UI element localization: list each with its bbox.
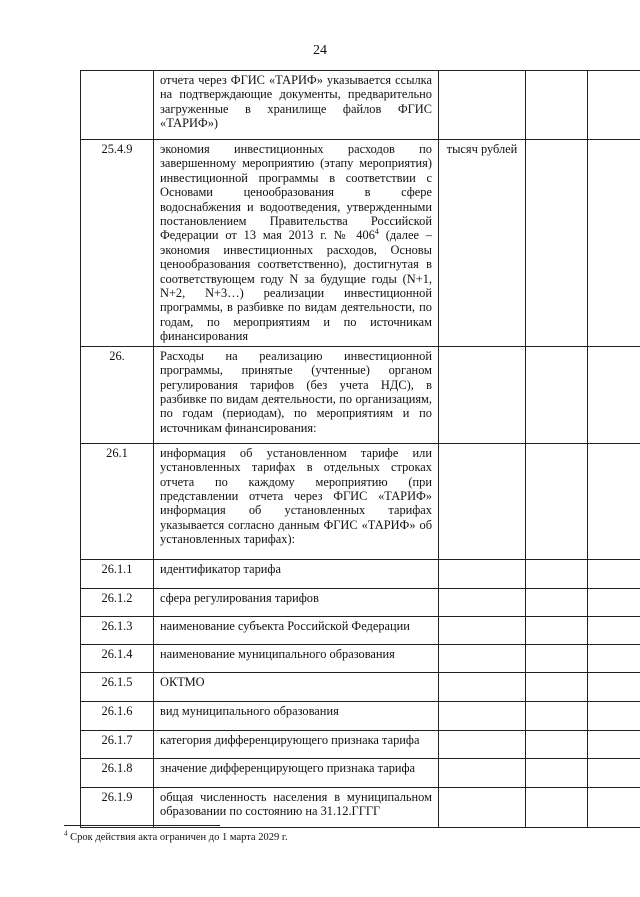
table-row (81, 588, 640, 616)
row-number (81, 71, 154, 140)
value-cell (526, 346, 588, 443)
row-text: общая численность населения в муниципальном образовании по состоянию на 31.12.ГГГГ (154, 787, 439, 827)
row-unit (439, 71, 526, 140)
table-row (81, 346, 640, 443)
table-row (81, 672, 640, 701)
row-number: 26. (81, 346, 154, 443)
row-unit (439, 616, 526, 644)
row-number: 25.4.9 (81, 140, 154, 347)
footnote (64, 829, 288, 843)
row-unit (439, 730, 526, 758)
row-unit (439, 787, 526, 827)
row-text: Расходы на реализацию инвестиционной программы, принятые (учтенные) органом регулирования тарифов (без учета НДС), в разбивке по видам деятельности, по организациям, по годам (периодам), по мероприятиям и по источникам финансирования: (154, 346, 439, 443)
value-cell (588, 71, 640, 140)
value-cell (588, 701, 640, 730)
value-cell (588, 616, 640, 644)
row-number: 26.1.8 (81, 758, 154, 787)
row-text: категория дифференцирующего признака тарифа (154, 730, 439, 758)
page-number: 24 (313, 43, 327, 58)
row-text: наименование муниципального образования (154, 644, 439, 672)
row-unit (439, 346, 526, 443)
footnote-reference: 4 (374, 227, 379, 237)
table-row (81, 701, 640, 730)
value-cell (588, 588, 640, 616)
value-cell (526, 644, 588, 672)
value-cell (526, 443, 588, 559)
value-cell (526, 758, 588, 787)
value-cell (588, 787, 640, 827)
value-cell (588, 559, 640, 588)
table-row (81, 730, 640, 758)
value-cell (588, 672, 640, 701)
row-number: 26.1.7 (81, 730, 154, 758)
table-row (81, 71, 640, 140)
row-number: 26.1.9 (81, 787, 154, 827)
row-number: 26.1.3 (81, 616, 154, 644)
row-text-part: экономия инвестиционных расходов по завершенному мероприятию (этапу мероприятия) инвестиционной программы в соответствии с Основами ценообразования в сфере водоснабжения и водоотведения, утвержденными постановлением Правительства Российской Федерации от 13 мая 2013 г. № 406 (160, 142, 432, 243)
value-cell (588, 140, 640, 347)
value-cell (526, 672, 588, 701)
footnote-marker: 4 (64, 829, 68, 838)
row-unit (439, 758, 526, 787)
value-cell (588, 644, 640, 672)
value-cell (526, 559, 588, 588)
row-text (154, 140, 439, 347)
row-text: идентификатор тарифа (154, 559, 439, 588)
value-cell (526, 616, 588, 644)
table-row (81, 644, 640, 672)
row-number: 26.1.6 (81, 701, 154, 730)
row-unit (439, 443, 526, 559)
row-unit (439, 588, 526, 616)
row-text: наименование субъекта Российской Федерации (154, 616, 439, 644)
value-cell (526, 730, 588, 758)
document-table (80, 70, 640, 828)
row-number: 26.1.1 (81, 559, 154, 588)
footnote-divider (64, 825, 220, 826)
row-unit: тысяч рублей (439, 140, 526, 347)
row-number: 26.1.5 (81, 672, 154, 701)
table-row (81, 787, 640, 827)
row-text: сфера регулирования тарифов (154, 588, 439, 616)
row-unit (439, 701, 526, 730)
row-unit (439, 672, 526, 701)
row-unit (439, 559, 526, 588)
value-cell (526, 140, 588, 347)
table-row (81, 758, 640, 787)
row-text: ОКТМО (154, 672, 439, 701)
value-cell (526, 787, 588, 827)
value-cell (588, 758, 640, 787)
row-text: вид муниципального образования (154, 701, 439, 730)
table-row (81, 443, 640, 559)
footnote-text: Срок действия акта ограничен до 1 марта 2029 г. (67, 832, 288, 843)
value-cell (588, 443, 640, 559)
value-cell (526, 701, 588, 730)
row-text-part: (далее – экономия инвестиционных расходов, Основы ценообразования соответственно), достигнутая в соответствующем году N за будущие годы (N+1, N+2, N+3…) реализации инвестиционной программы, в разбивке по видам деятельности, по годам, по мероприятиям и по источникам финансирования (160, 228, 432, 344)
value-cell (526, 588, 588, 616)
row-number: 26.1 (81, 443, 154, 559)
row-number: 26.1.4 (81, 644, 154, 672)
value-cell (588, 730, 640, 758)
row-text: отчета через ФГИС «ТАРИФ» указывается ссылка на подтверждающие документы, предварительно загруженные в хранилище файлов ФГИС «ТАРИФ») (154, 71, 439, 140)
row-unit (439, 644, 526, 672)
value-cell (588, 346, 640, 443)
row-number: 26.1.2 (81, 588, 154, 616)
table-row (81, 559, 640, 588)
value-cell (526, 71, 588, 140)
row-text: значение дифференцирующего признака тарифа (154, 758, 439, 787)
table-row (81, 140, 640, 347)
table-row (81, 616, 640, 644)
row-text: информация об установленном тарифе или установленных тарифах в отдельных строках отчета по каждому мероприятию (при представлении отчета через ФГИС «ТАРИФ» информация об установленных тарифах указывается согласно данным ФГИС «ТАРИФ» об установленных тарифах): (154, 443, 439, 559)
